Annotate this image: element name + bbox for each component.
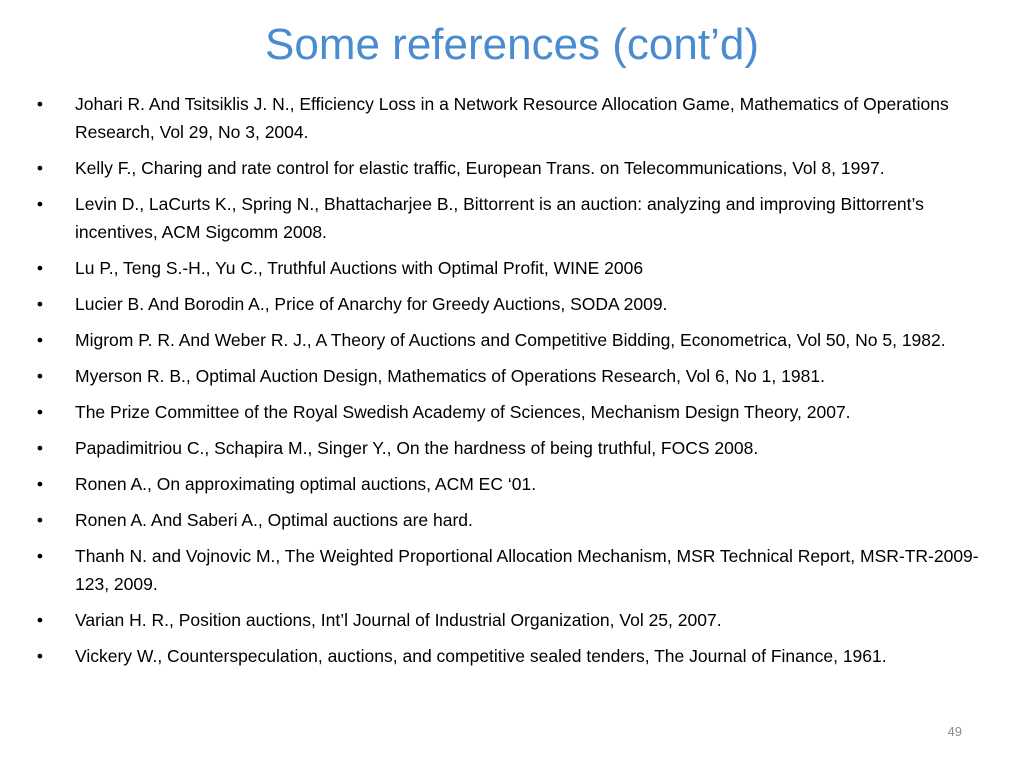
reference-text: Migrom P. R. And Weber R. J., A Theory of Auctions and Competitive Bidding, Econometrica, Vol 50, No 5, 1982. — [75, 330, 946, 350]
reference-item — [30, 290, 990, 318]
bullet-icon: • — [36, 646, 44, 666]
bullet-icon: • — [36, 158, 44, 178]
reference-text: The Prize Committee of the Royal Swedish Academy of Sciences, Mechanism Design Theory, 2007. — [75, 402, 851, 422]
reference-text: Kelly F., Charing and rate control for elastic traffic, European Trans. on Telecommunications, Vol 8, 1997. — [75, 158, 885, 178]
bullet-icon: • — [36, 366, 44, 386]
reference-item — [30, 254, 990, 282]
reference-text: Lucier B. And Borodin A., Price of Anarchy for Greedy Auctions, SODA 2009. — [75, 294, 668, 314]
reference-item — [30, 326, 990, 354]
bullet-icon: • — [36, 546, 44, 566]
reference-text: Thanh N. and Vojnovic M., The Weighted Proportional Allocation Mechanism, MSR Technical Report, MSR-TR-2009-123, 2009. — [75, 546, 979, 594]
slide-title: Some references (cont’d) — [265, 20, 759, 69]
reference-item — [30, 398, 990, 426]
bullet-icon: • — [36, 294, 44, 314]
reference-item — [30, 190, 990, 246]
reference-text: Lu P., Teng S.-H., Yu C., Truthful Auctions with Optimal Profit, WINE 2006 — [75, 258, 644, 278]
reference-item — [30, 154, 990, 182]
reference-list — [30, 90, 990, 678]
reference-text: Johari R. And Tsitsiklis J. N., Efficiency Loss in a Network Resource Allocation Game, Mathematics of Operations Research, Vol 29, No 3, 2004. — [75, 94, 949, 142]
reference-text: Ronen A. And Saberi A., Optimal auctions are hard. — [75, 510, 473, 530]
reference-text: Myerson R. B., Optimal Auction Design, Mathematics of Operations Research, Vol 6, No 1, 1981. — [75, 366, 825, 386]
reference-item — [30, 470, 990, 498]
reference-text: Levin D., LaCurts K., Spring N., Bhattacharjee B., Bittorrent is an auction: analyzing and improving Bittorrent’s incentives, ACM Sigcomm 2008. — [75, 194, 924, 242]
bullet-icon: • — [36, 474, 44, 494]
page-number: 49 — [947, 724, 962, 739]
reference-item — [30, 90, 990, 146]
bullet-icon: • — [36, 194, 44, 214]
reference-text: Ronen A., On approximating optimal auctions, ACM EC ‘01. — [75, 474, 537, 494]
reference-item — [30, 506, 990, 534]
reference-text: Varian H. R., Position auctions, Int’l Journal of Industrial Organization, Vol 25, 2007. — [75, 610, 722, 630]
bullet-icon: • — [36, 330, 44, 350]
bullet-icon: • — [36, 438, 44, 458]
bullet-icon: • — [36, 94, 44, 114]
reference-item — [30, 542, 990, 598]
reference-item — [30, 642, 990, 670]
reference-item — [30, 362, 990, 390]
reference-text: Papadimitriou C., Schapira M., Singer Y., On the hardness of being truthful, FOCS 2008. — [75, 438, 759, 458]
bullet-icon: • — [36, 510, 44, 530]
reference-item — [30, 434, 990, 462]
bullet-icon: • — [36, 610, 44, 630]
reference-item — [30, 606, 990, 634]
bullet-icon: • — [36, 258, 44, 278]
reference-text: Vickery W., Counterspeculation, auctions, and competitive sealed tenders, The Journal of Finance, 1961. — [75, 646, 887, 666]
bullet-icon: • — [36, 402, 44, 422]
